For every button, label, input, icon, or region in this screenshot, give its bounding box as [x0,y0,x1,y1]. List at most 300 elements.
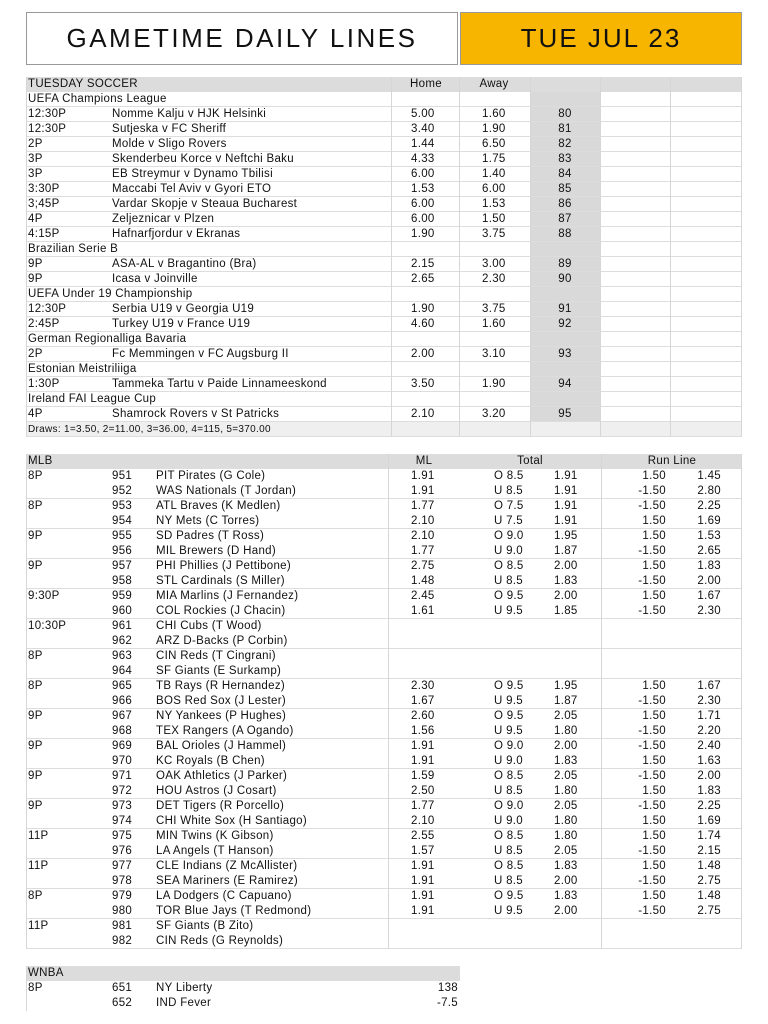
total-line: U 9.5 [494,695,523,707]
away-odds: 3.75 [482,303,506,315]
total-price: 1.80 [554,785,578,797]
rotation-number: 977 [112,860,133,872]
runline: -1.50 [638,740,666,752]
team-name: PHI Phillies (J Pettibone) [156,560,291,572]
team-name: TOR Blue Jays (T Redmond) [156,905,312,917]
moneyline: 1.67 [411,695,435,707]
game-time: 3;45P [28,198,60,210]
mlb-team-row [26,934,742,949]
game-match: Skenderbeu Korce v Neftchi Baku [112,153,294,165]
total-line: O 8.5 [494,470,524,482]
game-number: 82 [558,138,572,150]
runline: 1.50 [642,830,666,842]
runline-price: 2.30 [697,695,721,707]
game-number: 88 [558,228,572,240]
game-time: 2P [28,348,43,360]
away-odds: 6.00 [482,183,506,195]
total-line: O 7.5 [494,500,524,512]
rotation-number: 967 [112,710,133,722]
home-odds: 4.33 [411,153,435,165]
rotation-number: 965 [112,680,133,692]
total-line: U 9.5 [494,905,523,917]
rotation-number: 971 [112,770,133,782]
runline: 1.50 [642,755,666,767]
runline-price: 1.53 [697,530,721,542]
total-price: 1.91 [554,500,578,512]
runline: 1.50 [642,590,666,602]
rotation-number: 959 [112,590,133,602]
runline-price: 2.80 [697,485,721,497]
soccer-league-row [26,92,742,107]
game-number: 94 [558,378,572,390]
team-name: OAK Athletics (J Parker) [156,770,288,782]
team-name: WAS Nationals (T Jordan) [156,485,297,497]
runline: 1.50 [642,515,666,527]
soccer-league-row [26,362,742,377]
runline-price: 1.83 [697,785,721,797]
header-date: TUE JUL 23 [460,12,742,65]
total-line: O 8.5 [494,830,524,842]
rotation-number: 952 [112,485,133,497]
moneyline: 2.55 [411,830,435,842]
away-odds: 1.90 [482,123,506,135]
mlb-team-row [26,514,742,529]
mlb-team-row [26,829,742,844]
rotation-number: 964 [112,665,133,677]
soccer-game-row [26,107,742,122]
soccer-game-row [26,377,742,392]
home-odds: 5.00 [411,108,435,120]
game-time: 9P [28,530,43,542]
game-time: 9P [28,273,43,285]
total-price: 2.05 [554,710,578,722]
total-price: 2.05 [554,845,578,857]
wnba-section [26,966,460,1011]
runline: -1.50 [638,575,666,587]
mlb-team-row [26,904,742,919]
runline-price: 2.75 [697,875,721,887]
runline-price: 1.45 [697,470,721,482]
away-odds: 2.30 [482,273,506,285]
total-line: U 8.5 [494,575,523,587]
mlb-header-row [26,454,742,469]
runline: -1.50 [638,605,666,617]
moneyline: 2.10 [411,515,435,527]
mlb-team-row [26,649,742,664]
moneyline: 1.61 [411,605,435,617]
total-price: 1.87 [554,545,578,557]
runline: 1.50 [642,470,666,482]
team-name: DET Tigers (R Porcello) [156,800,285,812]
soccer-game-row [26,272,742,287]
game-time: 8P [28,470,43,482]
home-odds: 1.53 [411,183,435,195]
total-price: 1.87 [554,695,578,707]
team-name: CIN Reds (T Cingrani) [156,650,276,662]
total-line: O 9.0 [494,800,524,812]
draws-note: Draws: 1=3.50, 2=11.00, 3=36.00, 4=115, 5=370.00 [28,424,271,435]
runline: -1.50 [638,545,666,557]
team-name: ARZ D-Backs (P Corbin) [156,635,288,647]
team-name: PIT Pirates (G Cole) [156,470,266,482]
team-name: LA Angels (T Hanson) [156,845,274,857]
runline-price: 2.65 [697,545,721,557]
wnba-team-row [26,981,460,996]
game-number: 84 [558,168,572,180]
game-number: 86 [558,198,572,210]
mlb-team-row [26,919,742,934]
mlb-team-row [26,469,742,484]
game-match: Nomme Kalju v HJK Helsinki [112,108,267,120]
soccer-game-row [26,197,742,212]
home-odds: 1.44 [411,138,435,150]
home-odds: 6.00 [411,198,435,210]
away-odds: 1.60 [482,108,506,120]
rotation-number: 981 [112,920,133,932]
soccer-game-row [26,407,742,422]
away-odds: 3.75 [482,228,506,240]
moneyline: 1.91 [411,890,435,902]
game-match: Serbia U19 v Georgia U19 [112,303,255,315]
total-line: O 9.0 [494,740,524,752]
game-number: 89 [558,258,572,270]
runline: 1.50 [642,860,666,872]
soccer-game-row [26,152,742,167]
game-time: 9P [28,770,43,782]
moneyline: 1.91 [411,470,435,482]
total-price: 1.83 [554,860,578,872]
wnba-title: WNBA [28,967,64,979]
rotation-number: 978 [112,875,133,887]
league-name: Estonian Meistriliiga [28,363,137,375]
rotation-number: 968 [112,725,133,737]
home-odds: 6.00 [411,168,435,180]
away-odds: 1.53 [482,198,506,210]
mlb-section [26,454,742,949]
total-line: O 8.5 [494,560,524,572]
soccer-section [26,77,742,437]
soccer-game-row [26,122,742,137]
away-odds: 3.10 [482,348,506,360]
game-match: Hafnarfjordur v Ekranas [112,228,241,240]
total-line: U 9.0 [494,755,523,767]
runline-price: 1.67 [697,680,721,692]
game-match: Shamrock Rovers v St Patricks [112,408,280,420]
team-name: KC Royals (B Chen) [156,755,265,767]
runline-price: 1.67 [697,590,721,602]
moneyline: 2.10 [411,530,435,542]
game-match: Icasa v Joinville [112,273,198,285]
soccer-game-row [26,137,742,152]
mlb-team-row [26,544,742,559]
runline-price: 1.48 [697,860,721,872]
total-line: U 9.0 [494,815,523,827]
game-time: 8P [28,890,43,902]
league-name: German Regionalliga Bavaria [28,333,187,345]
moneyline: 1.91 [411,755,435,767]
runline-price: 2.30 [697,605,721,617]
rotation-number: 975 [112,830,133,842]
runline-price: 2.75 [697,905,721,917]
total-price: 2.00 [554,740,578,752]
mlb-team-row [26,844,742,859]
runline-price: 1.69 [697,515,721,527]
away-odds: 1.60 [482,318,506,330]
game-time: 12:30P [28,123,67,135]
mlb-col-total: Total [517,455,543,467]
mlb-team-row [26,739,742,754]
game-time: 8P [28,500,43,512]
soccer-league-row [26,332,742,347]
game-number: 81 [558,123,572,135]
mlb-team-row [26,859,742,874]
home-odds: 3.40 [411,123,435,135]
team-name: CLE Indians (Z McAllister) [156,860,298,872]
soccer-game-row [26,317,742,332]
moneyline: 1.48 [411,575,435,587]
soccer-col-home: Home [410,78,442,90]
rotation-number: 970 [112,755,133,767]
total-price: 2.05 [554,800,578,812]
runline: -1.50 [638,800,666,812]
moneyline: 1.59 [411,770,435,782]
mlb-team-row [26,499,742,514]
moneyline: 2.10 [411,815,435,827]
total-line: O 9.0 [494,530,524,542]
total-price: 1.83 [554,575,578,587]
rotation-number: 951 [112,470,133,482]
runline: -1.50 [638,485,666,497]
mlb-team-row [26,724,742,739]
rotation-number: 958 [112,575,133,587]
team-name: BAL Orioles (J Hammel) [156,740,287,752]
moneyline: 1.77 [411,545,435,557]
game-match: Molde v Sligo Rovers [112,138,227,150]
team-name: TEX Rangers (A Ogando) [156,725,294,737]
soccer-title: TUESDAY SOCCER [28,78,138,90]
game-time: 9P [28,710,43,722]
team-name: NY Mets (C Torres) [156,515,260,527]
mlb-team-row [26,769,742,784]
game-time: 11P [28,920,49,932]
rotation-number: 980 [112,905,133,917]
total-price: 1.80 [554,725,578,737]
total-line: U 7.5 [494,515,523,527]
runline-price: 1.71 [697,710,721,722]
game-number: 92 [558,318,572,330]
mlb-team-row [26,874,742,889]
game-time: 1:30P [28,378,60,390]
team-name: LA Dodgers (C Capuano) [156,890,292,902]
runline: 1.50 [642,710,666,722]
runline: 1.50 [642,680,666,692]
rotation-number: 651 [112,982,133,994]
game-match: Tammeka Tartu v Paide Linnameeskond [112,378,327,390]
soccer-league-row [26,392,742,407]
total-price: 1.95 [554,530,578,542]
rotation-number: 972 [112,785,133,797]
runline-price: 2.25 [697,500,721,512]
game-time: 9:30P [28,590,60,602]
moneyline: 1.91 [411,485,435,497]
soccer-league-row [26,242,742,257]
moneyline: 1.56 [411,725,435,737]
team-name: ATL Braves (K Medlen) [156,500,281,512]
moneyline: 1.77 [411,500,435,512]
mlb-col-runline: Run Line [647,455,697,467]
total-line: U 8.5 [494,785,523,797]
mlb-team-row [26,664,742,679]
game-time: 8P [28,680,43,692]
rotation-number: 957 [112,560,133,572]
soccer-game-row [26,167,742,182]
total-line: U 8.5 [494,875,523,887]
mlb-team-row [26,679,742,694]
game-number: 80 [558,108,572,120]
game-number: 87 [558,213,572,225]
home-odds: 2.65 [411,273,435,285]
mlb-team-row [26,709,742,724]
soccer-col-away: Away [479,78,509,90]
runline-price: 1.48 [697,890,721,902]
away-odds: 3.20 [482,408,506,420]
moneyline: 1.57 [411,845,435,857]
soccer-game-row [26,227,742,242]
runline: -1.50 [638,500,666,512]
game-number: 95 [558,408,572,420]
rotation-number: 961 [112,620,133,632]
total-price: 1.91 [554,470,578,482]
runline-price: 2.00 [697,770,721,782]
soccer-game-row [26,347,742,362]
total-price: 1.83 [554,755,578,767]
team-name: SD Padres (T Ross) [156,530,265,542]
runline-price: 2.00 [697,575,721,587]
total-price: 1.80 [554,830,578,842]
game-number: 90 [558,273,572,285]
game-match: Zeljeznicar v Plzen [112,213,215,225]
runline-price: 2.40 [697,740,721,752]
runline: 1.50 [642,815,666,827]
game-match: Turkey U19 v France U19 [112,318,251,330]
rotation-number: 963 [112,650,133,662]
runline: 1.50 [642,785,666,797]
runline-price: 1.74 [697,830,721,842]
rotation-number: 954 [112,515,133,527]
game-time: 12:30P [28,108,67,120]
total-line: U 9.5 [494,725,523,737]
game-time: 3P [28,168,43,180]
home-odds: 2.00 [411,348,435,360]
wnba-team-row [26,996,460,1011]
game-match: EB Streymur v Dynamo Tbilisi [112,168,273,180]
rotation-number: 974 [112,815,133,827]
game-match: ASA-AL v Bragantino (Bra) [112,258,257,270]
game-time: 4:15P [28,228,60,240]
away-odds: 1.40 [482,168,506,180]
runline: 1.50 [642,530,666,542]
mlb-title: MLB [28,455,53,467]
team-name: BOS Red Sox (J Lester) [156,695,286,707]
rotation-number: 966 [112,695,133,707]
mlb-team-row [26,799,742,814]
game-time: 8P [28,982,43,994]
game-number: 91 [558,303,572,315]
runline: -1.50 [638,725,666,737]
runline: 1.50 [642,560,666,572]
moneyline: 1.91 [411,875,435,887]
total-price: 1.91 [554,485,578,497]
rotation-number: 982 [112,935,133,947]
game-time: 2P [28,138,43,150]
league-name: Brazilian Serie B [28,243,119,255]
rotation-number: 976 [112,845,133,857]
total-line: O 9.5 [494,890,524,902]
mlb-team-row [26,754,742,769]
game-time: 4P [28,213,43,225]
runline-price: 2.15 [697,845,721,857]
total-price: 1.85 [554,605,578,617]
team-name: IND Fever [156,997,212,1009]
total-line: O 9.5 [494,710,524,722]
runline: -1.50 [638,845,666,857]
mlb-col-ml: ML [415,455,433,467]
rotation-number: 652 [112,997,133,1009]
team-name: SEA Mariners (E Ramirez) [156,875,299,887]
team-name: NY Yankees (P Hughes) [156,710,287,722]
game-match: Maccabi Tel Aviv v Gyori ETO [112,183,272,195]
total-price: 2.00 [554,905,578,917]
runline-price: 1.69 [697,815,721,827]
rotation-number: 955 [112,530,133,542]
away-odds: 1.90 [482,378,506,390]
runline: 1.50 [642,890,666,902]
total-line: O 9.5 [494,680,524,692]
total-line: O 8.5 [494,770,524,782]
team-name: STL Cardinals (S Miller) [156,575,285,587]
rotation-number: 973 [112,800,133,812]
runline-price: 2.20 [697,725,721,737]
soccer-game-row [26,257,742,272]
team-name: COL Rockies (J Chacin) [156,605,286,617]
game-number: 93 [558,348,572,360]
soccer-game-row [26,212,742,227]
game-match: Vardar Skopje v Steaua Bucharest [112,198,298,210]
total-price: 2.00 [554,875,578,887]
team-name: NY Liberty [156,982,213,994]
moneyline: 1.91 [411,905,435,917]
rotation-number: 960 [112,605,133,617]
soccer-league-row [26,287,742,302]
league-name: UEFA Under 19 Championship [28,288,193,300]
moneyline: 1.91 [411,740,435,752]
team-name: CHI Cubs (T Wood) [156,620,262,632]
team-name: SF Giants (E Surkamp) [156,665,282,677]
moneyline: 2.75 [411,560,435,572]
home-odds: 1.90 [411,303,435,315]
away-odds: 1.75 [482,153,506,165]
team-name: CHI White Sox (H Santiago) [156,815,307,827]
total-line: U 8.5 [494,845,523,857]
game-time: 3P [28,153,43,165]
total-price: 1.91 [554,515,578,527]
rotation-number: 979 [112,890,133,902]
total-price: 1.83 [554,890,578,902]
game-number: 83 [558,153,572,165]
game-match: Fc Memmingen v FC Augsburg II [112,348,289,360]
moneyline: 2.30 [411,680,435,692]
game-number: 85 [558,183,572,195]
